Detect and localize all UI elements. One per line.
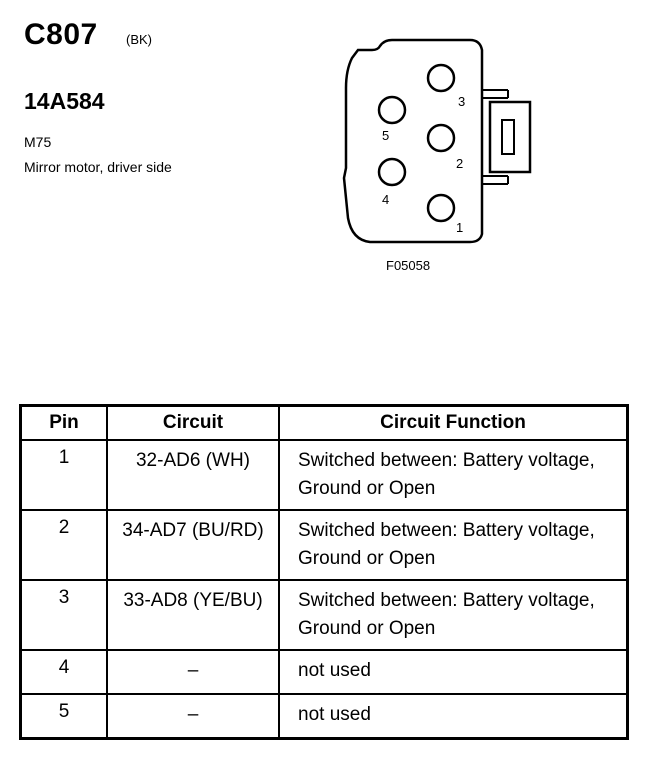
function-cell: not used bbox=[279, 694, 628, 739]
column-header-circuit: Circuit bbox=[107, 406, 279, 441]
pin-label-5: 5 bbox=[382, 128, 390, 143]
circuit-cell: – bbox=[107, 694, 279, 739]
connector-face-diagram bbox=[330, 38, 550, 253]
circuit-cell: 33-AD8 (YE/BU) bbox=[107, 580, 279, 650]
part-number: 14A584 bbox=[24, 88, 105, 114]
table-header-row bbox=[21, 406, 628, 441]
function-cell: Switched between: Battery voltage, Ground or Open bbox=[279, 580, 628, 650]
pin-cavity-4 bbox=[379, 159, 405, 185]
table-row bbox=[21, 694, 628, 739]
table-row bbox=[21, 650, 628, 694]
color-code: (BK) bbox=[126, 32, 152, 47]
pin-cell: 1 bbox=[21, 440, 108, 510]
circuit-cell: 34-AD7 (BU/RD) bbox=[107, 510, 279, 580]
latch-tab bbox=[482, 90, 530, 184]
component-code: M75 bbox=[24, 134, 52, 150]
pin-label-4: 4 bbox=[382, 192, 390, 207]
pin-cavity-3 bbox=[428, 65, 454, 91]
circuit-cell: – bbox=[107, 650, 279, 694]
pin-cavity-2 bbox=[428, 125, 454, 151]
table-row bbox=[21, 510, 628, 580]
function-cell: not used bbox=[279, 650, 628, 694]
column-header-circuit-function: Circuit Function bbox=[279, 406, 628, 441]
component-description: Mirror motor, driver side bbox=[24, 159, 172, 175]
pin-label-2: 2 bbox=[456, 156, 464, 171]
circuit-cell: 32-AD6 (WH) bbox=[107, 440, 279, 510]
pin-cell: 5 bbox=[21, 694, 108, 739]
pin-cell: 3 bbox=[21, 580, 108, 650]
figure-id: F05058 bbox=[386, 258, 431, 273]
pin-label-3: 3 bbox=[458, 94, 466, 109]
pin-cell: 2 bbox=[21, 510, 108, 580]
column-header-pin: Pin bbox=[21, 406, 108, 441]
function-cell: Switched between: Battery voltage, Ground or Open bbox=[279, 510, 628, 580]
pin-cavity-5 bbox=[379, 97, 405, 123]
table-row bbox=[21, 440, 628, 510]
pin-label-1: 1 bbox=[456, 220, 464, 235]
pin-cavity-1 bbox=[428, 195, 454, 221]
connector-id: C807 bbox=[24, 18, 98, 51]
pin-table bbox=[19, 404, 629, 740]
table-row bbox=[21, 580, 628, 650]
function-cell: Switched between: Battery voltage, Ground or Open bbox=[279, 440, 628, 510]
connector-body-outline bbox=[344, 40, 482, 242]
pin-cell: 4 bbox=[21, 650, 108, 694]
